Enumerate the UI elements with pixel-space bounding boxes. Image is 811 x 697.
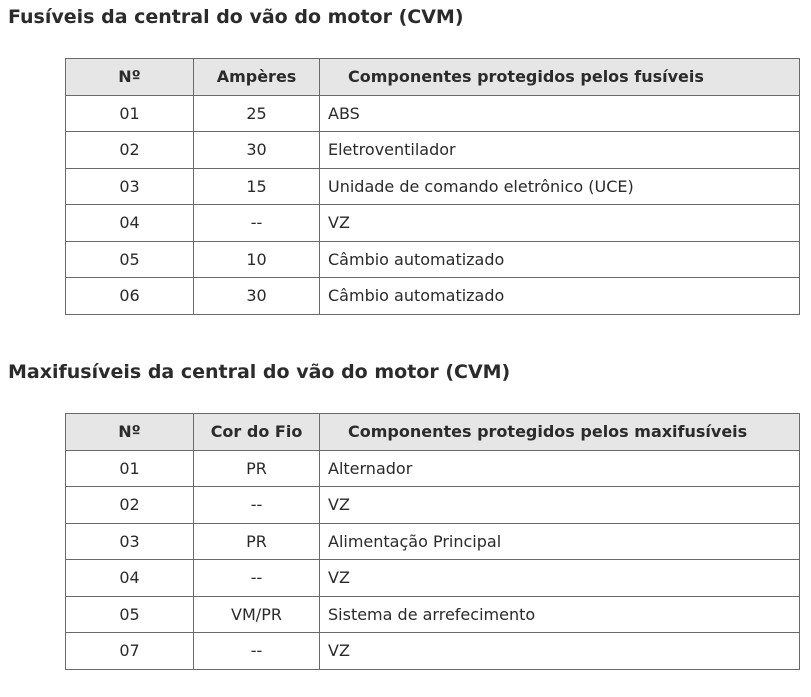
cell-number: 03 — [66, 523, 194, 560]
table-row — [66, 132, 800, 169]
cell-amperes: 30 — [194, 278, 320, 315]
cell-wire-color: -- — [194, 487, 320, 524]
table-row — [66, 596, 800, 633]
cell-amperes: 25 — [194, 95, 320, 132]
cell-wire-color: PR — [194, 450, 320, 487]
table-row — [66, 450, 800, 487]
table-row — [66, 560, 800, 597]
header-amperes: Ampères — [194, 59, 320, 96]
cell-number: 03 — [66, 168, 194, 205]
cell-number: 04 — [66, 560, 194, 597]
cell-amperes: 10 — [194, 241, 320, 278]
header-components: Componentes protegidos pelos fusíveis — [320, 59, 800, 96]
cell-number: 06 — [66, 278, 194, 315]
cell-component: Sistema de arrefecimento — [320, 596, 800, 633]
table-row — [66, 633, 800, 670]
cell-number: 01 — [66, 450, 194, 487]
cell-amperes: -- — [194, 205, 320, 242]
table-row — [66, 241, 800, 278]
cell-wire-color: -- — [194, 560, 320, 597]
table-row — [66, 523, 800, 560]
header-components: Componentes protegidos pelos maxifusíveis — [320, 414, 800, 451]
table-header-row — [66, 59, 800, 96]
cell-wire-color: VM/PR — [194, 596, 320, 633]
cell-number: 02 — [66, 487, 194, 524]
table-row — [66, 168, 800, 205]
cell-component: Eletroventilador — [320, 132, 800, 169]
cell-component: ABS — [320, 95, 800, 132]
cell-number: 05 — [66, 596, 194, 633]
maxifuses-table — [65, 413, 800, 670]
cell-number: 07 — [66, 633, 194, 670]
table-row — [66, 205, 800, 242]
table-row — [66, 278, 800, 315]
table-header-row — [66, 414, 800, 451]
cell-component: Alternador — [320, 450, 800, 487]
cell-component: Câmbio automatizado — [320, 278, 800, 315]
header-number: Nº — [66, 414, 194, 451]
cell-component: VZ — [320, 560, 800, 597]
cell-number: 01 — [66, 95, 194, 132]
cell-number: 04 — [66, 205, 194, 242]
cell-component: Câmbio automatizado — [320, 241, 800, 278]
cell-number: 05 — [66, 241, 194, 278]
cell-amperes: 30 — [194, 132, 320, 169]
cell-component: Alimentação Principal — [320, 523, 800, 560]
cell-component: Unidade de comando eletrônico (UCE) — [320, 168, 800, 205]
cell-wire-color: -- — [194, 633, 320, 670]
cell-component: VZ — [320, 205, 800, 242]
fuses-section-title: Fusíveis da central do vão do motor (CVM) — [8, 6, 464, 28]
cell-component: VZ — [320, 633, 800, 670]
table-row — [66, 95, 800, 132]
header-wire-color: Cor do Fio — [194, 414, 320, 451]
maxifuses-section-title: Maxifusíveis da central do vão do motor (CVM) — [8, 361, 511, 383]
cell-component: VZ — [320, 487, 800, 524]
cell-amperes: 15 — [194, 168, 320, 205]
cell-wire-color: PR — [194, 523, 320, 560]
fuses-table — [65, 58, 800, 315]
header-number: Nº — [66, 59, 194, 96]
table-row — [66, 487, 800, 524]
cell-number: 02 — [66, 132, 194, 169]
